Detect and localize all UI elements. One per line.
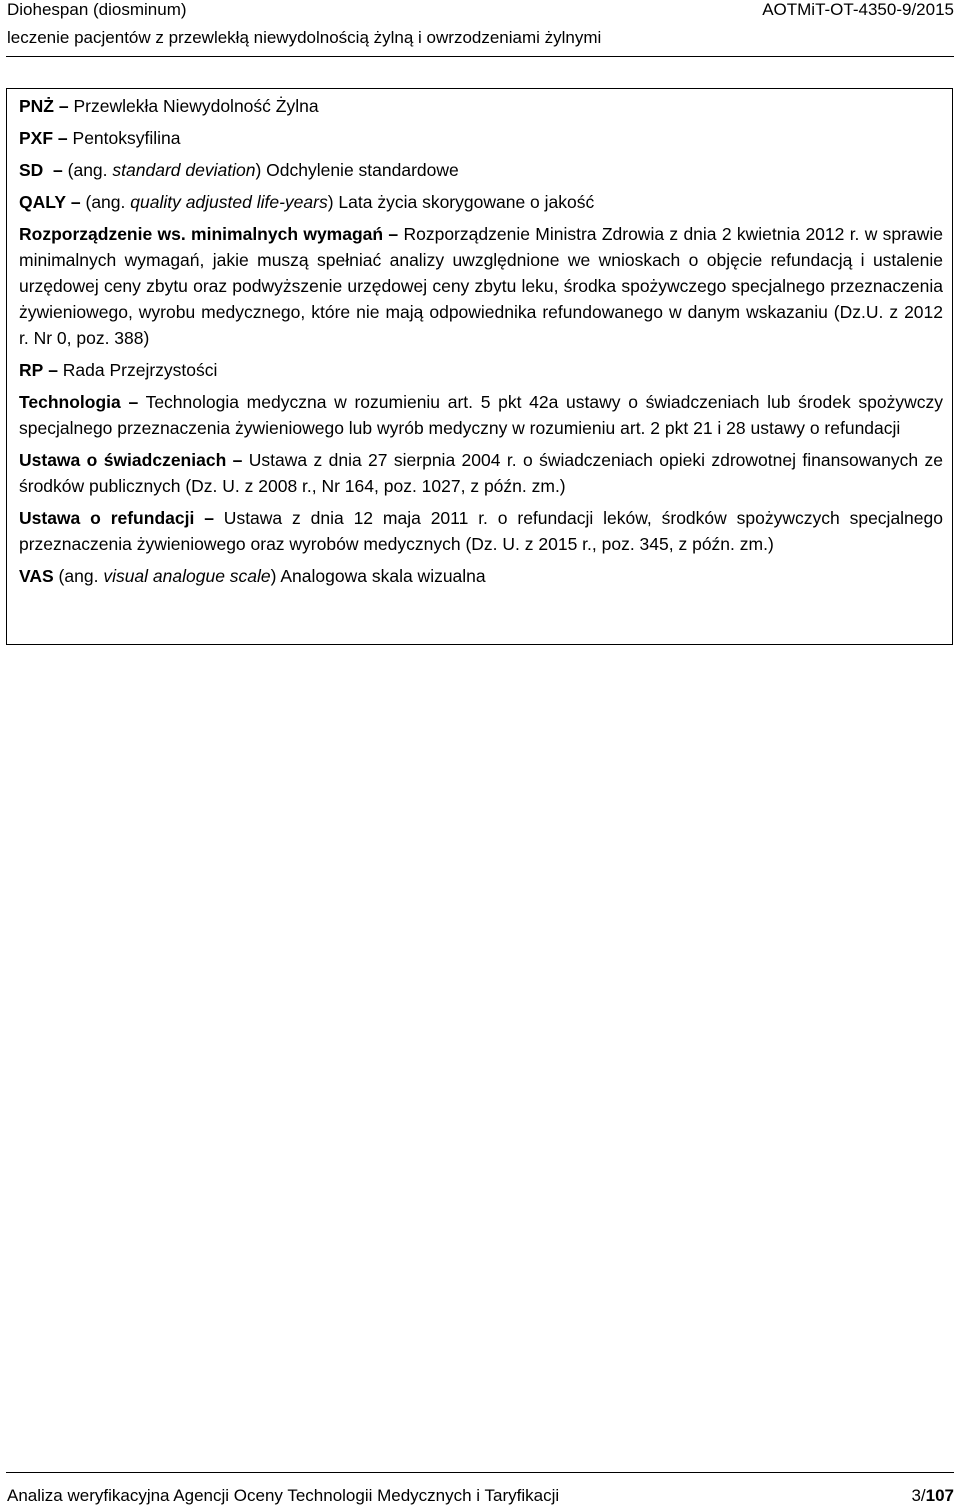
document-id: AOTMiT-OT-4350-9/2015 [762,0,954,19]
header-divider [6,56,954,57]
glossary-entry-technologia: Technologia – Technologia medyczna w rozumieniu art. 5 pkt 42a ustawy o świadczeniach lub środek spożywczy specjalnego przeznaczenia żywieniowego lub wyrób medyczny w rozumieniu art. 2 pkt 21 i 28 ustawy o refundacji [19,392,943,438]
footer-divider [6,1472,954,1473]
document-subtitle: leczenie pacjentów z przewlekłą niewydolnością żylną i owrzodzeniami żylnymi [7,28,602,47]
footer-agency: Analiza weryfikacyjna Agencji Oceny Technologii Medycznych i Taryfikacji [7,1486,560,1505]
glossary-entry-pnz: PNŻ – Przewlekła Niewydolność Żylna [19,96,319,116]
document-title: Diohespan (diosminum) [7,0,187,19]
glossary-entry-ustawa-o-swiadczeniach: Ustawa o świadczeniach – Ustawa z dnia 27 sierpnia 2004 r. o świadczeniach opieki zdrowotnej finansowanych ze środków publicznych (Dz. U. z 2008 r., Nr 164, poz. 1027, z późn. zm.) [19,450,943,496]
glossary-entry-vas: VAS (ang. visual analogue scale) Analogowa skala wizualna [19,566,486,586]
glossary-entry-rp: RP – Rada Przejrzystości [19,360,218,380]
abbreviations-box [6,88,953,645]
page-number: 3/107 [911,1486,954,1505]
page-header [7,0,601,48]
glossary-entry-ustawa-o-refundacji: Ustawa o refundacji – Ustawa z dnia 12 maja 2011 r. o refundacji leków, środków spożywczych specjalnego przeznaczenia żywieniowego oraz wyrobów medycznych (Dz. U. z 2015 r., poz. 345, z późn. zm.) [19,508,943,554]
glossary-entry-pxf: PXF – Pentoksyfilina [19,128,181,148]
glossary-entry-rozporzadzenie: Rozporządzenie ws. minimalnych wymagań – Rozporządzenie Ministra Zdrowia z dnia 2 kwietnia 2012 r. w sprawie minimalnych wymagań, jakie muszą spełniać analizy uwzględnione we wnioskach o objęcie refundacją i ustalenie urzędowej ceny zbytu oraz podwyższenie urzędowej ceny zbytu leku, środka spożywczego specjalnego przeznaczenia żywieniowego, wyrobu medycznego, które nie mają odpowiednika refundowanego w danym wskazaniu (Dz.U. z 2012 r. Nr 0, poz. 388) [19,224,943,348]
glossary-entry-qaly: QALY – (ang. quality adjusted life-years) Lata życia skorygowane o jakość [19,192,595,212]
glossary-entry-sd: SD – (ang. standard deviation) Odchylenie standardowe [19,160,459,180]
